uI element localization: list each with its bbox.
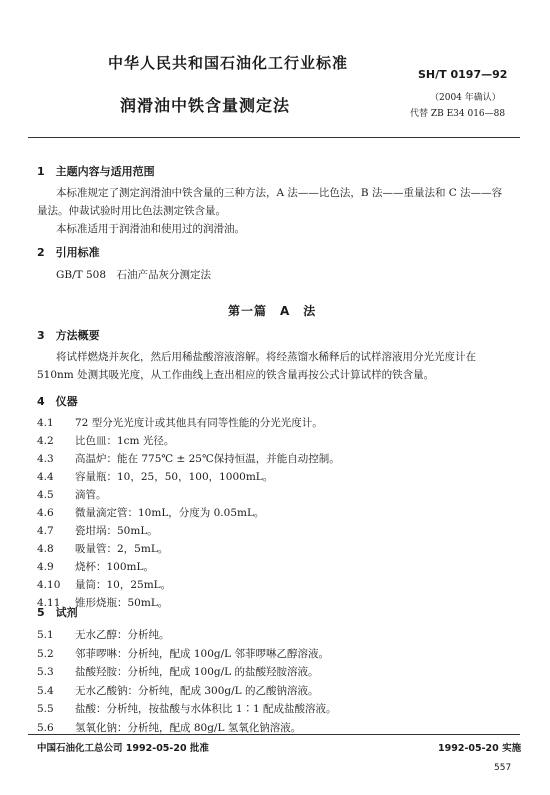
section-3-line-1: 将试样燃烧并灰化，然后用稀盐酸溶液溶解。将经蒸馏水稀释后的试样溶液用分光光度计在: [56, 351, 476, 363]
instrument-item-text: 容量瓶：10，25，50，100，1000mL。: [75, 471, 274, 483]
part-title: 第一篇 A 法: [228, 304, 317, 318]
instrument-item: [37, 523, 158, 538]
section-3-line-2: 510nm 处测其吸光度，从工作曲线上查出相应的铁含量再按公式计算试样的铁含量。: [37, 369, 435, 381]
instrument-item-number: 4.6: [37, 507, 54, 519]
instrument-item-number: 4.2: [37, 435, 54, 447]
instrument-item: [37, 577, 171, 592]
section-5-heading: 5 试剂: [37, 606, 78, 619]
reagent-item-number: 5.2: [37, 647, 54, 660]
instrument-item-text: 比色皿：1cm 光径。: [75, 435, 175, 447]
reagent-item: [37, 664, 318, 679]
footer-divider: [28, 734, 520, 735]
instrument-item-number: 4.1: [37, 417, 54, 429]
instrument-item: [37, 559, 154, 574]
reagent-item: [37, 701, 337, 716]
instrument-item-text: 微量滴定管：10mL，分度为 0.05mL。: [75, 507, 265, 519]
instrument-item-text: 瓷坩埚：50mL。: [75, 525, 158, 537]
instrument-item-number: 4.5: [37, 489, 54, 501]
reagent-item-text: 盐酸：分析纯，按盐酸与水体积比 1∶1 配成盐酸溶液。: [75, 703, 337, 715]
section-1-para-1-line-2: 量法。仲裁试验时用比色法测定铁含量。: [37, 205, 226, 217]
page-number: 557: [494, 763, 512, 773]
instrument-item-number: 4.10: [37, 579, 61, 591]
reagent-item-text: 邻菲啰啉：分析纯，配成 100g/L 邻菲啰啉乙醇溶液。: [75, 647, 329, 660]
confirmation-note: （2004 年确认）: [430, 93, 501, 103]
instrument-item: [37, 487, 107, 502]
instrument-item-number: 4.7: [37, 525, 54, 537]
instrument-item-number: 4.4: [37, 471, 54, 483]
section-2-reference: GB/T 508 石油产品灰分测定法: [56, 269, 212, 281]
section-1-para-2: 本标准适用于润滑油和使用过的润滑油。: [56, 223, 245, 235]
instrument-item-text: 锥形烧瓶：50mL。: [75, 597, 169, 609]
instrument-item-number: 4.9: [37, 561, 54, 573]
instrument-item-number: 4.11: [37, 597, 61, 609]
reagent-item: [37, 646, 329, 661]
reagent-item-text: 无水乙酸钠：分析纯，配成 300g/L 的乙酸钠溶液。: [75, 684, 319, 697]
reagent-item: [37, 627, 170, 642]
reagent-item-text: 氢氧化钠：分析纯，配成 80g/L 氢氧化钠溶液。: [75, 721, 302, 734]
replaces-note: 代替 ZB E34 016—88: [410, 109, 506, 119]
section-4-heading: 4 仪器: [37, 395, 78, 408]
standard-code: SH/T 0197—92: [418, 68, 508, 81]
instrument-item-number: 4.8: [37, 543, 54, 555]
reagent-item-number: 5.4: [37, 684, 54, 697]
section-1-heading: 1 主题内容与适用范围: [37, 165, 155, 178]
reagent-item-text: 盐酸羟胺：分析纯，配成 100g/L 的盐酸羟胺溶液。: [75, 666, 319, 678]
reagent-item: [37, 720, 301, 735]
section-2-heading: 2 引用标准: [37, 246, 100, 259]
reagent-item-number: 5.5: [37, 703, 54, 715]
document-title: 润滑油中铁含量测定法: [120, 96, 291, 115]
instrument-item: [37, 505, 264, 520]
reagent-item-number: 5.3: [37, 666, 54, 678]
instrument-item-text: 吸量管：2，5mL。: [75, 543, 169, 555]
reagent-item-text: 无水乙醇：分析纯。: [75, 629, 170, 641]
reagent-item-number: 5.6: [37, 721, 54, 734]
instrument-item-text: 高温炉：能在 775℃ ± 25℃保持恒温，并能自动控制。: [75, 453, 340, 465]
reagent-item: [37, 683, 318, 698]
instrument-item-text: 滴管。: [75, 489, 107, 501]
instrument-item-text: 烧杯：100mL。: [75, 561, 154, 573]
instrument-item: [37, 469, 273, 484]
instrument-item: [37, 451, 340, 466]
instrument-item: [37, 541, 168, 556]
approval-note: 中国石油化工总公司 1992-05-20 批准: [37, 743, 209, 754]
instrument-item-number: 4.3: [37, 453, 54, 465]
section-3-heading: 3 方法概要: [37, 329, 100, 342]
instrument-item-text: 72 型分光光度计或其他具有同等性能的分光光度计。: [75, 417, 323, 429]
instrument-item: [37, 415, 323, 430]
section-1-para-1-line-1: 本标准规定了测定润滑油中铁含量的三种方法，A 法——比色法，B 法——重量法和 C 法——容: [56, 187, 503, 199]
instrument-item: [37, 433, 174, 448]
instrument-item-text: 量筒：10，25mL。: [75, 579, 172, 591]
header-divider: [28, 137, 520, 138]
issuing-organization: 中华人民共和国石油化工行业标准: [108, 54, 349, 72]
implementation-date: 1992-05-20 实施: [438, 743, 522, 754]
reagent-item-number: 5.1: [37, 629, 54, 641]
